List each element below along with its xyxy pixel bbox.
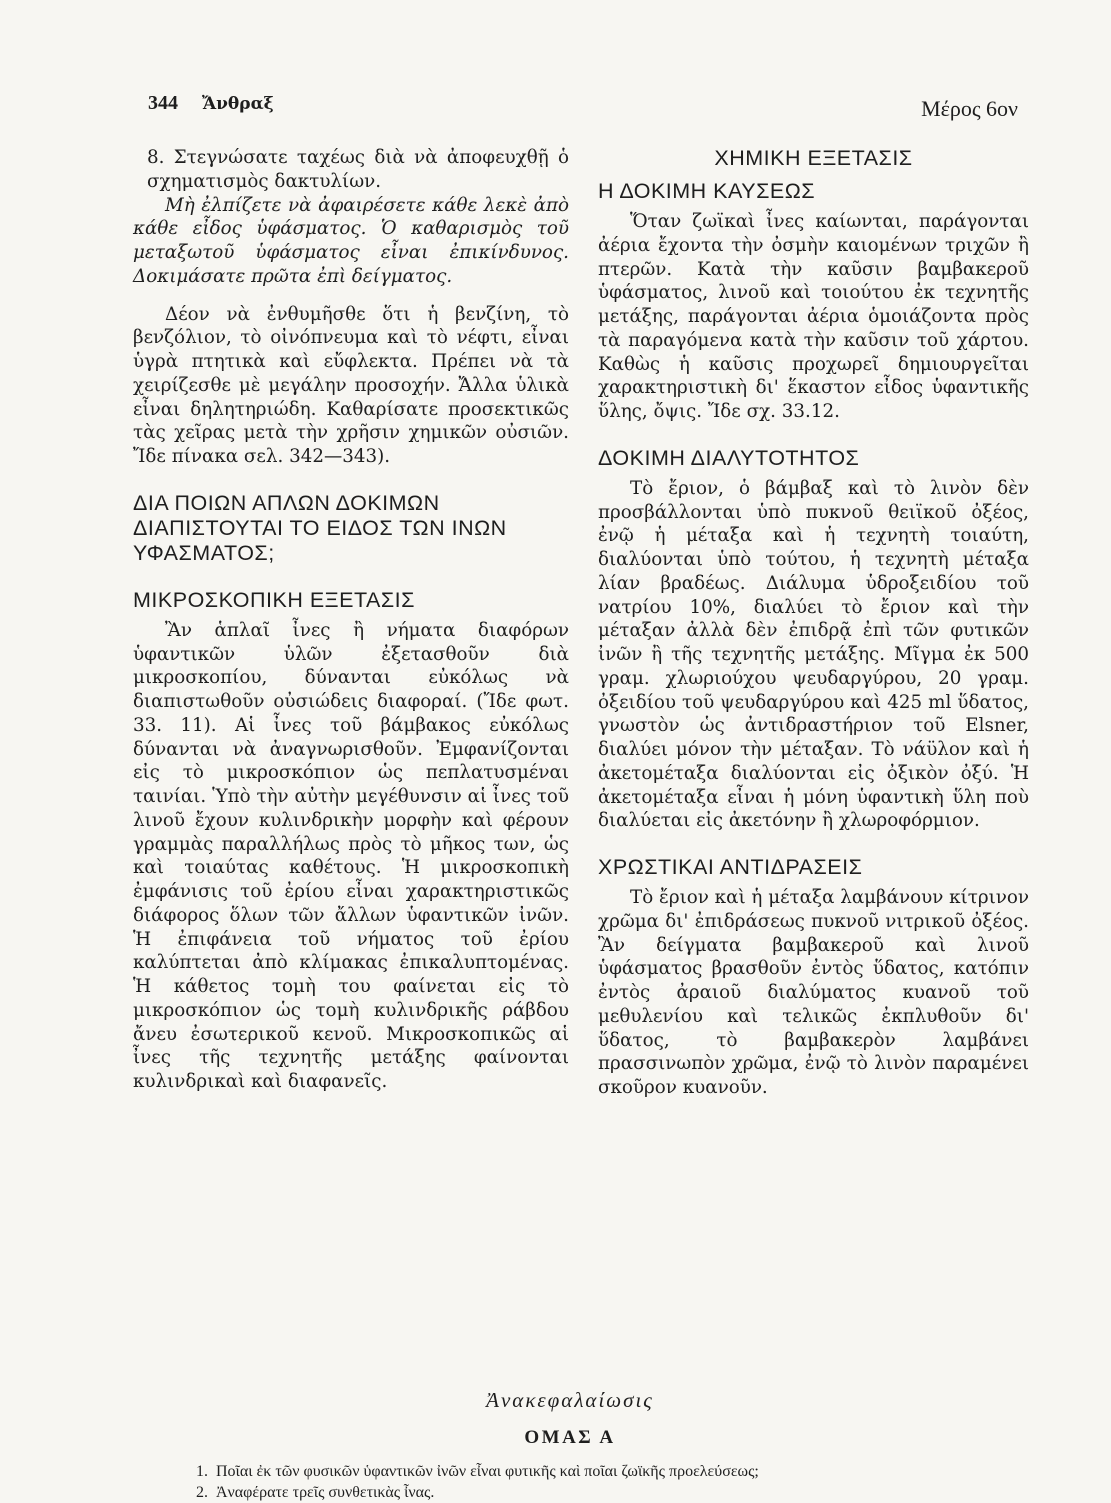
running-title: Ἄνθραξ bbox=[202, 94, 274, 114]
summary-section bbox=[130, 1388, 1010, 1503]
left-column bbox=[133, 146, 569, 1094]
heading-burn-test: Η ΔΟΚΙΜΗ ΚΑΥΣΕΩΣ bbox=[598, 179, 816, 203]
burn-paragraph: Ὅταν ζωϊκαὶ ἶνες καίωνται, παράγονται ἀέρια ἔχοντα τὴν ὀσμὴν καιομένων τριχῶν ἢ πτερῶν. Κατὰ τὴν καῦσιν βαμβακεροῦ ὑφάσματος, λινοῦ καὶ τοιούτου ἐκ τεχνητῆς μετάξης, παράγονται ἀέρια ὁμοιάζοντα πρὸς τὰ παραγόμενα κατὰ τὴν καῦσιν τοῦ χάρτου. Καθὼς ἡ καῦσις προχωρεῖ δημιουργεῖται χαρακτηριστικὴ δι' ἕκαστον εἶδος ὑφαντικῆς ὕλης, ὄψις. Ἴδε σχ. 33.12. bbox=[598, 211, 1029, 422]
question-text: Ποῖαι ἐκ τῶν φυσικῶν ὑφαντικῶν ἰνῶν εἶναι φυτικῆς καὶ ποῖαι ζωϊκῆς προελεύσεως; bbox=[216, 1463, 759, 1480]
page-header bbox=[148, 92, 1018, 128]
heading-microscopic: ΜΙΚΡΟΣΚΟΠΙΚΗ ΕΞΕΤΑΣΙΣ bbox=[133, 587, 415, 612]
question-list bbox=[196, 1461, 941, 1503]
summary-title: Ἀνακεφαλαίωσις bbox=[486, 1388, 654, 1412]
section-label: Μέρος 6ον bbox=[921, 96, 1018, 121]
heading-chemical: ΧΗΜΙΚΗ ΕΞΕΤΑΣΙΣ bbox=[714, 146, 913, 170]
summary-group: ΟΜΑΣ Α bbox=[524, 1427, 616, 1448]
heading-color-reactions: ΧΡΩΣΤΙΚΑΙ ΑΝΤΙΔΡΑΣΕΙΣ bbox=[598, 855, 863, 879]
question-number: 2. bbox=[196, 1484, 208, 1501]
warning-paragraph: Μὴ ἐλπίζετε νὰ ἀφαιρέσετε κάθε λεκὲ ἀπὸ κάθε εἶδος ὑφάσματος. Ὁ καθαρισμὸς τοῦ μεταξωτοῦ ὑφάσματος εἶναι ἐπικίνδυνος. Δοκιμάσατε πρῶτα ἐπὶ δείγματος. bbox=[133, 194, 569, 287]
right-column bbox=[598, 146, 1029, 1100]
microscopic-paragraph: Ἂν ἁπλαῖ ἶνες ἢ νήματα διαφόρων ὑφαντικῶν ὑλῶν ἐξετασθοῦν διὰ μικροσκοπίου, δύνανται εὐκόλως νὰ διαπιστωθοῦν οὐσιώδεις διαφοραί. (Ἴδε φωτ. 33. 11). Αἱ ἶνες τοῦ βάμβακος εὐκόλως δύνανται νὰ ἀναγνωρισθοῦν. Ἐμφανίζονται εἰς τὸ μικροσκόπιον ὡς πεπλατυσμέναι ταινίαι. Ὑπὸ τὴν αὐτὴν μεγέθυνσιν αἱ ἶνες τοῦ λινοῦ ἔχουν κυλινδρικὴν μορφὴν καὶ φέρουν γραμμὰς παραλλήλως πρὸς τὸ μῆκος των, ὡς καὶ τοιαύτας καθέτους. Ἡ μικροσκοπικὴ ἐμφάνισις τοῦ ἐρίου εἶναι χαρακτηριστικῶς διάφορος ὅλων τῶν ἄλλων ὑφαντικῶν ἰνῶν. Ἡ ἐπιφάνεια τοῦ νήματος τοῦ ἐρίου καλύπτεται ἀπὸ κλίμακας ἐπικαλυπτομένας. Ἡ κάθετος τομὴ του φαίνεται εἰς τὸ μικροσκόπιον ὡς τομὴ κυλινδρικῆς ράβδου ἄνευ ἐσωτερικοῦ κενοῦ. Μικροσκοπικῶς αἱ ἶνες τῆς τεχνητῆς μετάξης φαίνονται κυλινδρικαὶ καὶ διαφανεῖς. bbox=[133, 619, 569, 1092]
question-text: Ἀναφέρατε τρεῖς συνθετικὰς ἶνας. bbox=[216, 1484, 435, 1501]
heading-simple-tests: ΔΙΑ ΠΟΙΩΝ ΑΠΛΩΝ ΔΟΚΙΜΩΝ ΔΙΑΠΙΣΤΟΥΤΑΙ ΤΟ ΕΙΔΟΣ ΤΩΝ ΙΝΩΝ ΥΦΑΣΜΑΤΟΣ; bbox=[133, 490, 507, 565]
question-number: 1. bbox=[196, 1463, 208, 1480]
list-item-8: 8. Στεγνώσατε ταχέως διὰ νὰ ἀποφευχθῇ ὁ σχηματισμὸς δακτυλίων. bbox=[147, 147, 569, 192]
heading-solubility: ΔΟΚΙΜΗ ΔΙΑΛΥΤΟΤΗΤΟΣ bbox=[598, 445, 860, 470]
benzine-paragraph: Δέον νὰ ἐνθυμῆσθε ὅτι ἡ βενζίνη, τὸ βενζόλιον, τὸ οἰνόπνευμα καὶ τὸ νέφτι, εἶναι ὑγρὰ πτητικὰ καὶ εὔφλεκτα. Πρέπει νὰ τὰ χειρίζεσθε μὲ μεγάλην προσοχήν. Ἄλλα ὑλικὰ εἶναι δηλητηριώδη. Καθαρίσατε προσεκτικῶς τὰς χεῖρας μετὰ τὴν χρῆσιν χημικῶν οὐσιῶν. Ἴδε πίνακα σελ. 342—343). bbox=[133, 303, 569, 467]
question-item bbox=[196, 1461, 941, 1482]
solubility-paragraph: Τὸ ἔριον, ὁ βάμβαξ καὶ τὸ λινὸν δὲν προσβάλλονται ὑπὸ πυκνοῦ θειϊκοῦ ὀξέος, ἐνῷ ἡ μέταξα καὶ ἡ τεχνητὴ τοιαύτη, διαλύονται ὑπὸ τούτου, ἡ τεχνητὴ μέταξα λίαν βραδέως. Διάλυμα ὑδροξειδίου τοῦ νατρίου 10%, διαλύει τὸ ἔριον καὶ τὴν μέταξαν ἀλλὰ δὲν ἐπιδρᾷ ἐπὶ τῶν φυτικῶν ἰνῶν ἢ τῆς τεχνητῆς μετάξης. Μῖγμα ἐκ 500 γραμ. χλωριούχου ψευδαργύρου, 20 γραμ. ὀξειδίου τοῦ ψευδαργύρου καὶ 425 ml ὕδατος, γνωστὸν ὡς ἀντιδραστήριον τοῦ Elsner, διαλύει μόνον τὴν μέταξαν. Τὸ νάϋλον καὶ ἡ ἀκετομέταξα διαλύονται εἰς ὀξικὸν ὀξύ. Ἡ ἀκετομέταξα εἶναι ἡ μόνη ὑφαντικὴ ὕλη ποὺ διαλύεται εἰς ἀκετόνην ἢ χλωροφόρμιον. bbox=[598, 477, 1029, 832]
page-number: 344 bbox=[148, 92, 178, 114]
color-paragraph: Τὸ ἔριον καὶ ἡ μέταξα λαμβάνουν κίτρινον χρῶμα δι' ἐπιδράσεως πυκνοῦ νιτρικοῦ ὀξέος. Ἂν δείγματα βαμβακεροῦ καὶ λινοῦ ὑφάσματος βρασθοῦν ἐντὸς ὕδατος, κατόπιν ἐντὸς ἀραιοῦ διαλύματος κυανοῦ τοῦ μεθυλενίου καὶ τελικῶς ἐκπλυθοῦν δι' ὕδατος, τὸ βαμβακερὸν λαμβάνει πρασσινωπὸν χρῶμα, ἐνῷ τὸ λινὸν παραμένει σκοῦρον κυανοῦν. bbox=[598, 887, 1029, 1098]
